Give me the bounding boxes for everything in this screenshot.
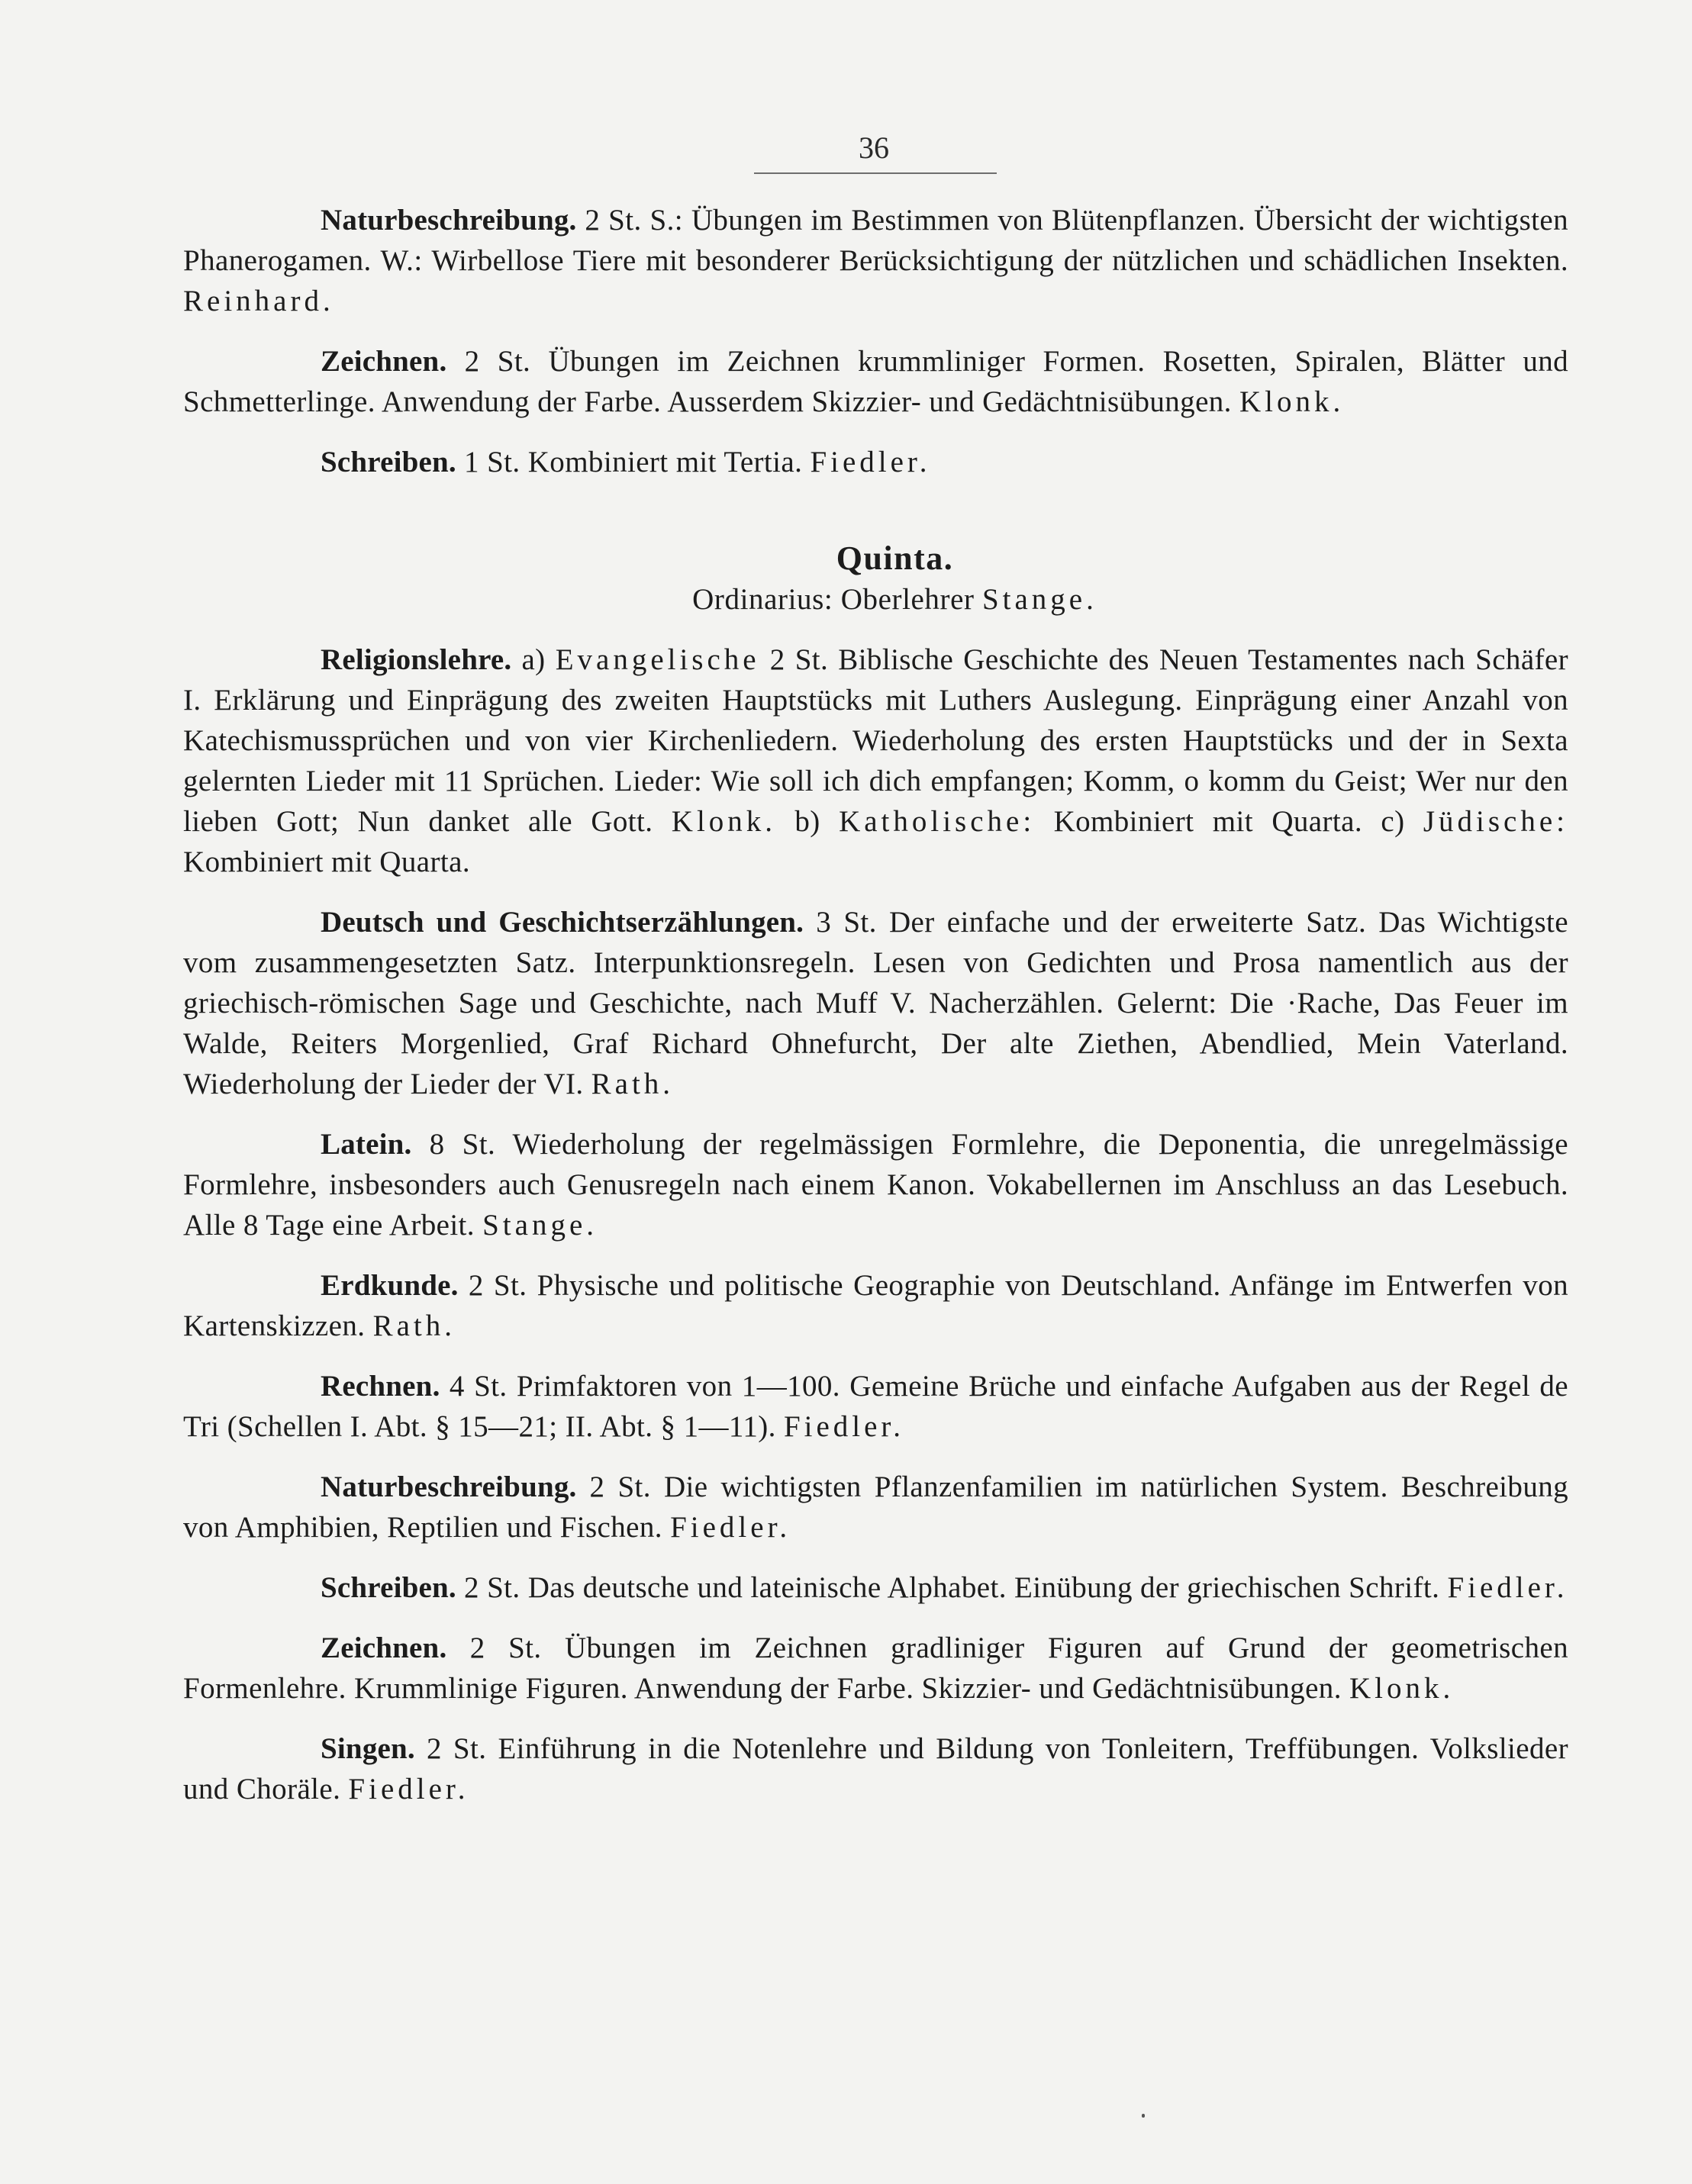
subject-heading: Latein. — [321, 1128, 412, 1161]
teacher-name: Stange. — [482, 1209, 598, 1242]
subject-heading: Zeichnen. — [321, 345, 447, 378]
part-c-denomination: Jüdische: — [1423, 805, 1568, 838]
paragraph-deutsch — [183, 902, 1568, 1104]
teacher-name: Fiedler. — [348, 1773, 469, 1806]
teacher-name: Fiedler. — [1447, 1571, 1568, 1604]
paragraph-text: Physische und politische Geographie von Deutschland. Anfänge im Entwerfen von Kartenskizzen. — [183, 1269, 1569, 1342]
hours: 1 St. — [464, 446, 520, 478]
subject-heading: Zeichnen. — [321, 1632, 447, 1664]
ordinarius-name: Stange. — [981, 583, 1097, 616]
ink-speck — [1142, 2114, 1145, 2118]
subject-heading: Erdkunde. — [321, 1269, 459, 1302]
hours: 3 St. — [816, 906, 877, 939]
teacher-name: Rath. — [591, 1068, 675, 1100]
part-b-label: b) — [794, 805, 820, 838]
section-title: Quinta. — [836, 540, 954, 577]
header-rule — [754, 172, 997, 174]
subject-heading: Naturbeschreibung. — [321, 1470, 577, 1503]
hours: 2 St. — [585, 204, 642, 237]
paragraph-naturbeschreibung-quinta — [183, 1467, 1568, 1548]
paragraph-text: Das deutsche und lateinische Alphabet. Einübung der griechischen Schrift. — [527, 1571, 1440, 1604]
subject-heading: Singen. — [321, 1732, 415, 1765]
paragraph-zeichnen-sexta — [183, 341, 1568, 422]
subject-heading: Rechnen. — [321, 1370, 440, 1403]
part-a-text: 2 St. Biblische Geschichte des Neuen Testamentes nach Schäfer I. Erklärung und Einprägung des zweiten Hauptstücks mit Luthers Auslegung. Einprägung einer Anzahl von Katechismussprüchen und von vier Kirchenliedern. Wiederholung des ersten Hauptstücks und der in Sexta gelernten Lieder mit 11 Sprüchen. Lieder: Wie soll ich dich empfangen; Komm, o komm du Geist; Wer nur den lieben Gott; Nun danket alle Gott. — [183, 643, 1569, 838]
teacher-name: Rath. — [372, 1309, 456, 1342]
subject-heading: Naturbeschreibung. — [321, 204, 577, 237]
paragraph-text: Kombiniert mit Tertia. — [527, 446, 803, 478]
hours: 2 St. — [464, 1571, 520, 1604]
teacher-name: Fiedler. — [810, 446, 931, 478]
teacher-name: Klonk. — [671, 805, 777, 838]
part-b-text: Kombiniert mit Quarta. — [1053, 805, 1362, 838]
section-ordinarius — [183, 580, 1568, 620]
subject-heading: Schreiben. — [321, 1571, 456, 1604]
page-number: 36 — [859, 130, 889, 165]
page-content — [183, 200, 1568, 1809]
part-b-denomination: Katholische: — [839, 805, 1036, 838]
teacher-name: Fiedler. — [670, 1511, 791, 1544]
teacher-name: Klonk. — [1349, 1672, 1455, 1705]
hours: 8 St. — [429, 1128, 496, 1161]
paragraph-schreiben-sexta — [183, 442, 1568, 482]
paragraph-erdkunde — [183, 1265, 1568, 1346]
paragraph-zeichnen-quinta — [183, 1628, 1568, 1709]
subject-heading: Schreiben. — [321, 446, 456, 478]
paragraph-rechnen — [183, 1366, 1568, 1447]
subject-heading: Religionslehre. — [321, 643, 512, 676]
teacher-name: Fiedler. — [783, 1410, 905, 1443]
paragraph-text: S.: Übungen im Bestimmen von Blütenpflanzen. Übersicht der wichtigsten Phanerogamen. W.: Wirbellose Tiere mit besonderer Berücksichtigung der nützlichen und schädlichen Insekten. — [183, 204, 1569, 277]
paragraph-text: Die wichtigsten Pflanzenfamilien im natürlichen System. Beschreibung von Amphibien, Reptilien und Fischen. — [183, 1470, 1569, 1544]
hours: 4 St. — [449, 1370, 508, 1403]
subject-heading: Deutsch und Geschichtserzählungen. — [321, 906, 804, 939]
teacher-name: Klonk. — [1239, 385, 1345, 418]
paragraph-text: Einführung in die Notenlehre und Bildung von Tonleitern, Treffübungen. Volkslieder und Choräle. — [183, 1732, 1569, 1806]
hours: 2 St. — [426, 1732, 487, 1765]
ordinarius-label: Ordinarius: Oberlehrer — [692, 583, 975, 616]
paragraph-schreiben-quinta — [183, 1567, 1568, 1608]
paragraph-latein — [183, 1124, 1568, 1245]
hours: 2 St. — [464, 345, 531, 378]
paragraph-text: Übungen im Zeichnen gradliniger Figuren auf Grund der geometrischen Formenlehre. Krummlinige Figuren. Anwendung der Farbe. Skizzier- und Gedächtnisübungen. — [183, 1632, 1568, 1705]
part-a-denomination: Evangelische — [555, 643, 760, 676]
teacher-name: Reinhard. — [183, 285, 334, 317]
hours: 2 St. — [469, 1632, 542, 1664]
paragraph-singen — [183, 1728, 1568, 1809]
paragraph-text: Wiederholung der regelmässigen Formlehre, die Deponentia, die unregelmässige Formlehre, insbesonders auch Genusregeln nach einem Kanon. Vokabellernen im Anschluss an das Lesebuch. Alle 8 Tage eine Arbeit. — [183, 1128, 1568, 1242]
paragraph-naturbeschreibung-sexta — [183, 200, 1568, 321]
paragraph-text: Übungen im Zeichnen krummliniger Formen. Rosetten, Spiralen, Blätter und Schmetterlinge. Anwendung der Farbe. Ausserdem Skizzier- und Gedächtnisübungen. — [183, 345, 1569, 418]
paragraph-text: Der einfache und der erweiterte Satz. Das Wichtigste vom zusammengesetzten Satz. Interpunktionsregeln. Lesen von Gedichten und Prosa namentlich aus der griechisch-römischen Sage und Geschichte, nach Muff V. Nacherzählen. Gelernt: Die ·Rache, Das Feuer im Walde, Reiters Morgenlied, Graf Richard Ohnefurcht, Der alte Ziethen, Abendlied, Mein Vaterland. Wiederholung der Lieder der VI. — [183, 906, 1568, 1100]
part-c-text: Kombiniert mit Quarta. — [183, 846, 470, 878]
paragraph-religionslehre — [183, 639, 1568, 882]
hours: 2 St. — [589, 1470, 651, 1503]
paragraph-text: Primfaktoren von 1—100. Gemeine Brüche und einfache Aufgaben aus der Regel de Tri (Schellen I. Abt. § 15—21; II. Abt. § 1—11). — [183, 1370, 1568, 1443]
part-c-label: c) — [1381, 805, 1405, 838]
hours: 2 St. — [468, 1269, 527, 1302]
part-a-label: a) — [521, 643, 546, 676]
